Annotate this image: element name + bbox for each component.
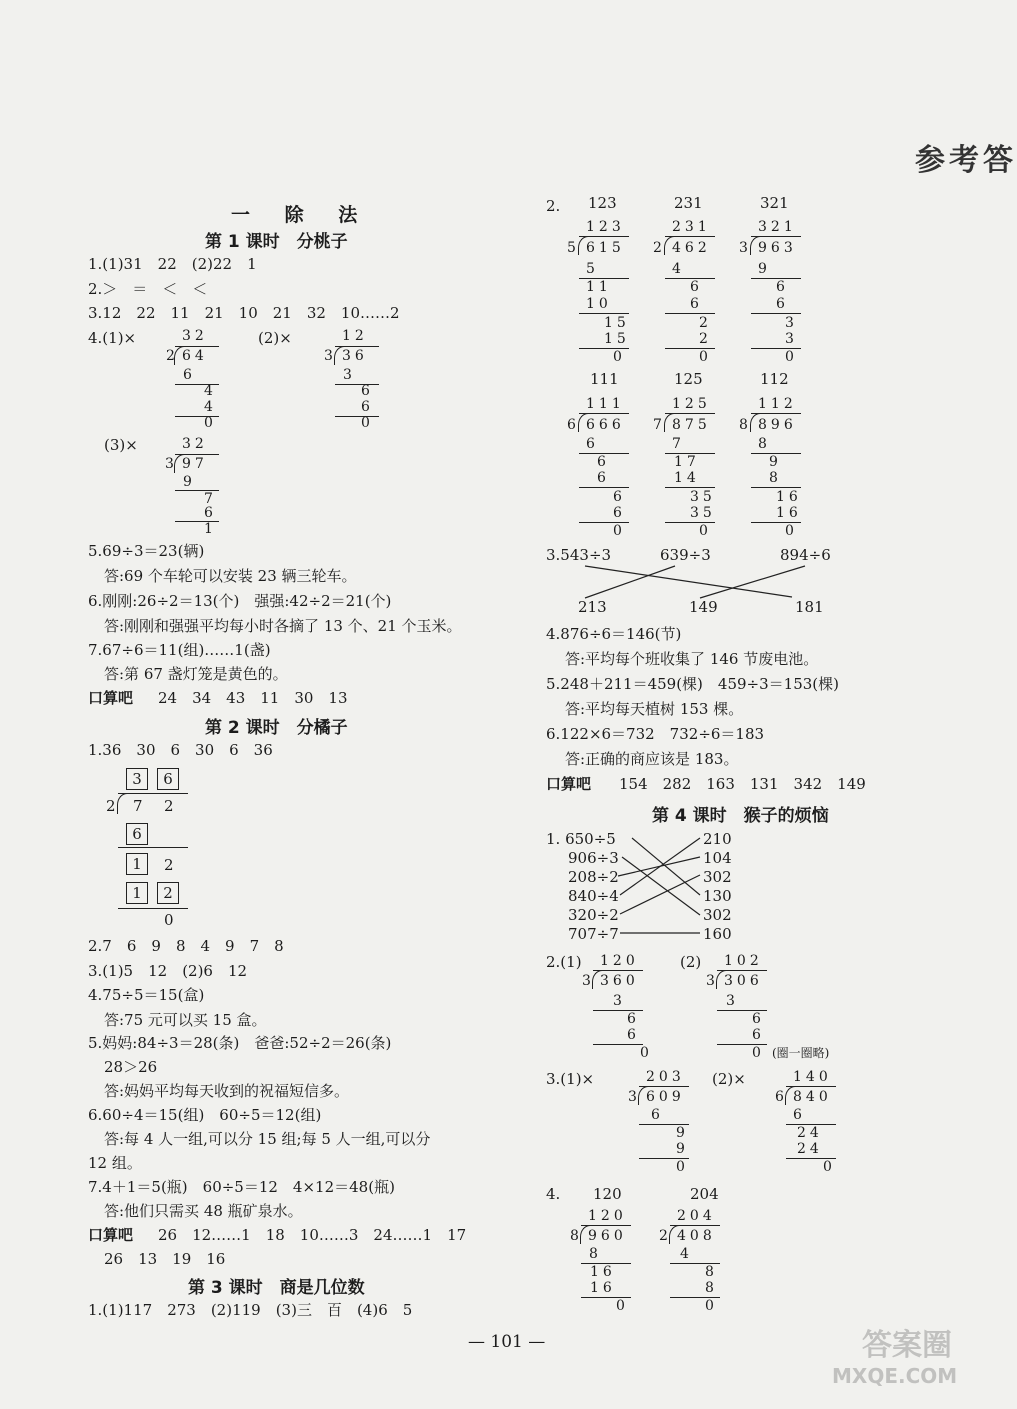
l4-q2a: 2.(1) [546, 953, 582, 971]
l1-div1-divisor: 2 [166, 348, 179, 364]
l4-div-divisor: 2 [659, 1228, 672, 1244]
l4-div-step: 0 [676, 1159, 689, 1175]
watermark-url: MXQE.COM [832, 1364, 958, 1388]
l3-step: 6 [776, 279, 789, 295]
l4-q4-answer: 204 [690, 1185, 719, 1203]
l4-q1-right: 210 [703, 830, 732, 848]
l3-divisor: 2 [653, 240, 666, 256]
l1-div1-step: 6 [183, 367, 196, 383]
l3-step: 3 [785, 315, 798, 331]
l4-div-step: 3 [613, 993, 626, 1009]
l1-div1-step: 0 [204, 415, 217, 431]
l4-q1-left: 208÷2 [568, 868, 619, 886]
l1-div3-step: 7 [204, 491, 217, 507]
l1-a7: 答:第 67 盏灯笼是黄色的。 [104, 665, 288, 683]
l4-div-quotient: 140 [793, 1069, 832, 1085]
l2-box: 1 [126, 853, 148, 875]
l4-div-quotient: 204 [677, 1208, 716, 1224]
lesson3-title: 第 3 课时 商是几位数 [188, 1278, 365, 1298]
l4-q4-answer: 120 [593, 1185, 622, 1203]
l3-step: 6 [613, 489, 626, 505]
lesson4-title: 第 4 课时 猴子的烦恼 [652, 806, 829, 826]
l2-a5: 答:妈妈平均每天收到的祝福短信多。 [104, 1082, 350, 1100]
l1-div2-dividend: 36 [342, 348, 368, 364]
watermark-logo: 答案圈 [862, 1328, 952, 1363]
l3-step: 9 [769, 454, 782, 470]
l4-div-dividend: 408 [677, 1228, 716, 1244]
l2-box: 6 [126, 823, 148, 845]
l4-div-step: 6 [793, 1107, 806, 1123]
l1-q7: 7.67÷6＝11(组)……1(盏) [88, 641, 271, 659]
l3-step: 6 [586, 436, 599, 452]
l3-answer: 125 [674, 370, 703, 388]
l4-note: (圈一圈略) [772, 1046, 830, 1060]
l1-a5: 答:69 个车轮可以安装 23 辆三轮车。 [104, 567, 357, 585]
l2-q1: 1.36 30 6 30 6 36 [88, 741, 273, 759]
lesson1-title: 第 1 课时 分桃子 [205, 232, 348, 252]
l3-step: 3 [785, 331, 798, 347]
l1-q4c: (3)× [104, 436, 138, 454]
l3-answer: 231 [674, 194, 703, 212]
l3-oral-label: 口算吧 [546, 775, 592, 793]
l1-oral-label: 口算吧 [88, 689, 134, 707]
l1-div2-divisor: 3 [324, 348, 337, 364]
l3-step: 0 [699, 349, 712, 365]
l4-div-step: 8 [705, 1264, 718, 1280]
l4-q3b: (2)× [712, 1070, 746, 1088]
l4-div-line [593, 1044, 643, 1045]
l1-a6: 答:刚刚和强强平均每小时各摘了 13 个、21 个玉米。 [104, 617, 462, 635]
l4-div-divisor: 3 [582, 973, 595, 989]
l3-dividend: 462 [672, 240, 711, 256]
l4-div-step: 8 [705, 1280, 718, 1296]
l2-box: 6 [157, 768, 179, 790]
l4-div-step: 0 [705, 1298, 718, 1314]
l3-dividend: 963 [758, 240, 797, 256]
l3-step: 2 [699, 315, 712, 331]
l3-step: 35 [690, 505, 716, 521]
l4-div-dividend: 960 [588, 1228, 627, 1244]
l2-a6b: 12 组。 [88, 1154, 142, 1172]
l3-q3-top: 894÷6 [780, 546, 831, 564]
l2-box-digit: 2 [164, 856, 174, 874]
l1-q4a: 4.(1)× [88, 329, 137, 347]
l4-div-dividend: 609 [646, 1089, 685, 1105]
l2-oral-label: 口算吧 [88, 1226, 134, 1244]
l4-div-step: 6 [752, 1011, 765, 1027]
l4-div-divisor: 3 [706, 973, 719, 989]
l3-q6: 6.122×6＝732 732÷6＝183 [546, 725, 765, 743]
l4-div-step: 0 [640, 1045, 653, 1061]
l3-step: 0 [785, 349, 798, 365]
l2-box-digit: 2 [164, 797, 174, 815]
l4-div-dividend: 360 [600, 973, 639, 989]
l4-q1-right: 104 [703, 849, 732, 867]
l4-q1-right: 302 [703, 868, 732, 886]
l3-quotient: 111 [586, 396, 625, 412]
l1-div3-step: 6 [204, 505, 217, 521]
l4-div-step: 9 [676, 1141, 689, 1157]
l3-q1: 1.(1)117 273 (2)119 (3)三 百 (4)6 5 [88, 1301, 413, 1319]
l1-q4b: (2)× [258, 329, 292, 347]
l3-divisor: 3 [739, 240, 752, 256]
l3-dividend: 896 [758, 417, 797, 433]
l1-div1-quotient: 32 [182, 328, 208, 344]
l2-box-rem: 0 [164, 911, 174, 929]
l3-step: 9 [758, 261, 771, 277]
l3-answer: 111 [590, 370, 619, 388]
l4-q1-left: 1. 650÷5 [546, 830, 616, 848]
l3-step: 6 [597, 454, 610, 470]
l1-oral: 24 34 43 11 30 13 [158, 689, 348, 707]
l3-q3-bottom: 149 [689, 598, 718, 616]
l1-q1: 1.(1)31 22 (2)22 1 [88, 255, 257, 273]
l3-answer: 123 [588, 194, 617, 212]
l4-div-quotient: 203 [646, 1069, 685, 1085]
l3-a5: 答:平均每天植树 153 棵。 [565, 700, 744, 718]
l3-dividend: 615 [586, 240, 625, 256]
l1-q2: 2.＞ ＝ ＜ ＜ [88, 280, 208, 298]
l2-box-divisor: 2 [106, 797, 116, 815]
l3-q5: 5.248＋211＝459(棵) 459÷3＝153(棵) [546, 675, 839, 693]
l4-div-divisor: 8 [570, 1228, 583, 1244]
l4-div-dividend: 840 [793, 1089, 832, 1105]
l3-q4: 4.876÷6＝146(节) [546, 625, 682, 643]
l3-dividend: 666 [586, 417, 625, 433]
l4-div-step: 16 [590, 1264, 616, 1280]
l2-q7: 7.4＋1＝5(瓶) 60÷5＝12 4×12＝48(瓶) [88, 1178, 395, 1196]
l1-div3-step: 1 [204, 521, 217, 537]
l4-div-step: 6 [752, 1027, 765, 1043]
l4-q1-right: 302 [703, 906, 732, 924]
l1-div3-quotient: 32 [182, 436, 208, 452]
l3-a4: 答:平均每个班收集了 146 节废电池。 [565, 650, 819, 668]
l4-div-step: 9 [676, 1125, 689, 1141]
l3-step: 6 [597, 470, 610, 486]
l3-step: 0 [699, 523, 712, 539]
lesson2-title: 第 2 课时 分橘子 [205, 718, 348, 738]
l4-div-step: 6 [627, 1011, 640, 1027]
l3-oral: 154 282 163 131 342 149 [619, 775, 866, 793]
l3-step: 6 [690, 279, 703, 295]
l3-step: 11 [586, 279, 612, 295]
l4-q2b: (2) [680, 953, 702, 971]
l1-div3-dividend: 97 [182, 456, 208, 472]
l2-box: 2 [157, 882, 179, 904]
l1-div1-dividend: 64 [182, 348, 208, 364]
page-number: — 101 — [468, 1332, 546, 1352]
l2-box: 3 [126, 768, 148, 790]
l1-div2-quotient: 12 [342, 328, 368, 344]
l4-div-quotient: 120 [588, 1208, 627, 1224]
l3-q3-bottom: 181 [795, 598, 824, 616]
l3-step: 6 [690, 296, 703, 312]
l4-q3a: 3.(1)× [546, 1070, 595, 1088]
l4-div-step: 0 [752, 1045, 765, 1061]
l1-div1-step: 4 [204, 399, 217, 415]
l3-step: 14 [674, 470, 700, 486]
l3-quotient: 112 [758, 396, 797, 412]
l3-q3-bottom: 213 [578, 598, 607, 616]
l3-dividend: 875 [672, 417, 711, 433]
l2-box-digit: 7 [133, 797, 143, 815]
l4-div-step: 4 [680, 1246, 693, 1262]
l3-step: 8 [769, 470, 782, 486]
l3-step: 17 [674, 454, 700, 470]
l1-q6: 6.刚刚:26÷2＝13(个) 强强:42÷2＝21(个) [88, 592, 392, 610]
l4-q1-left: 906÷3 [568, 849, 619, 867]
l3-step: 8 [758, 436, 771, 452]
l1-div2-step: 0 [361, 415, 374, 431]
l3-quotient: 125 [672, 396, 711, 412]
l2-oral2: 26 13 19 16 [104, 1250, 226, 1268]
l4-q4-label: 4. [546, 1185, 561, 1203]
l2-q5: 5.妈妈:84÷3＝28(条) 爸爸:52÷2＝26(条) [88, 1034, 392, 1052]
l3-divisor: 8 [739, 417, 752, 433]
l3-step: 2 [699, 331, 712, 347]
l4-div-step: 24 [797, 1141, 823, 1157]
l3-step: 4 [672, 261, 685, 277]
l3-step: 0 [613, 523, 626, 539]
l4-div-step: 16 [590, 1280, 616, 1296]
l1-div3-step: 9 [183, 474, 196, 490]
l4-div-quotient: 102 [724, 953, 763, 969]
l3-step: 0 [613, 349, 626, 365]
l4-div-divisor: 6 [775, 1089, 788, 1105]
l1-q3: 3.12 22 11 21 10 21 32 10……2 [88, 304, 400, 322]
l2-oral1: 26 12……1 18 10……3 24……1 17 [158, 1226, 467, 1244]
l4-q1-left: 707÷7 [568, 925, 619, 943]
l1-div2-step: 3 [343, 367, 356, 383]
l2-q3: 3.(1)5 12 (2)6 12 [88, 962, 248, 980]
l3-step: 16 [776, 505, 802, 521]
l3-q3-top: 3.543÷3 [546, 546, 612, 564]
l2-a4: 答:75 元可以买 15 盒。 [104, 1011, 267, 1029]
l3-quotient: 123 [586, 219, 625, 235]
l3-step: 0 [785, 523, 798, 539]
l2-box: 1 [126, 882, 148, 904]
l1-div1-step: 4 [204, 383, 217, 399]
l1-div3-divisor: 3 [165, 456, 178, 472]
l4-q1-left: 320÷2 [568, 906, 619, 924]
l3-divisor: 5 [567, 240, 580, 256]
l3-step: 6 [776, 296, 789, 312]
l4-div-step: 8 [589, 1246, 602, 1262]
l3-step: 7 [672, 436, 685, 452]
l4-div-dividend: 306 [724, 973, 763, 989]
l2-a7: 答:他们只需买 48 瓶矿泉水。 [104, 1202, 303, 1220]
l3-q2-label: 2. [546, 197, 561, 215]
l3-step: 35 [690, 489, 716, 505]
l4-div-step: 0 [616, 1298, 629, 1314]
l1-div2-step: 6 [361, 399, 374, 415]
l3-step: 15 [604, 315, 630, 331]
l3-step: 16 [776, 489, 802, 505]
l4-div-quotient: 120 [600, 953, 639, 969]
l4-q1-right: 130 [703, 887, 732, 905]
l1-q5: 5.69÷3＝23(辆) [88, 542, 205, 560]
l4-div-divisor: 3 [628, 1089, 641, 1105]
l4-div-step: 3 [726, 993, 739, 1009]
l2-q4: 4.75÷5＝15(盒) [88, 986, 205, 1004]
l2-q6: 6.60÷4＝15(组) 60÷5＝12(组) [88, 1106, 322, 1124]
l2-a6a: 答:每 4 人一组,可以分 15 组;每 5 人一组,可以分 [104, 1130, 431, 1148]
l3-step: 15 [604, 331, 630, 347]
corner-title: 参考答 [915, 143, 1017, 178]
l3-q3-top: 639÷3 [660, 546, 711, 564]
l3-divisor: 7 [653, 417, 666, 433]
l3-step: 5 [586, 261, 599, 277]
l3-quotient: 231 [672, 219, 711, 235]
l4-q1-left: 840÷4 [568, 887, 619, 905]
l4-q1-right: 160 [703, 925, 732, 943]
l3-quotient: 321 [758, 219, 797, 235]
l4-div-step: 6 [627, 1027, 640, 1043]
l4-div-step: 24 [797, 1125, 823, 1141]
l3-a6: 答:正确的商应该是 183。 [565, 750, 739, 768]
l4-div-step: 6 [651, 1107, 664, 1123]
l1-div2-step: 6 [361, 383, 374, 399]
l3-answer: 112 [760, 370, 789, 388]
l2-q5b: 28＞26 [104, 1058, 158, 1076]
l3-divisor: 6 [567, 417, 580, 433]
l3-answer: 321 [760, 194, 789, 212]
l3-step: 6 [613, 505, 626, 521]
l3-step: 10 [586, 296, 612, 312]
section-title: 一 除 法 [231, 204, 372, 226]
l2-q2: 2.7 6 9 8 4 9 7 8 [88, 937, 284, 955]
l4-div-step: 0 [823, 1159, 836, 1175]
